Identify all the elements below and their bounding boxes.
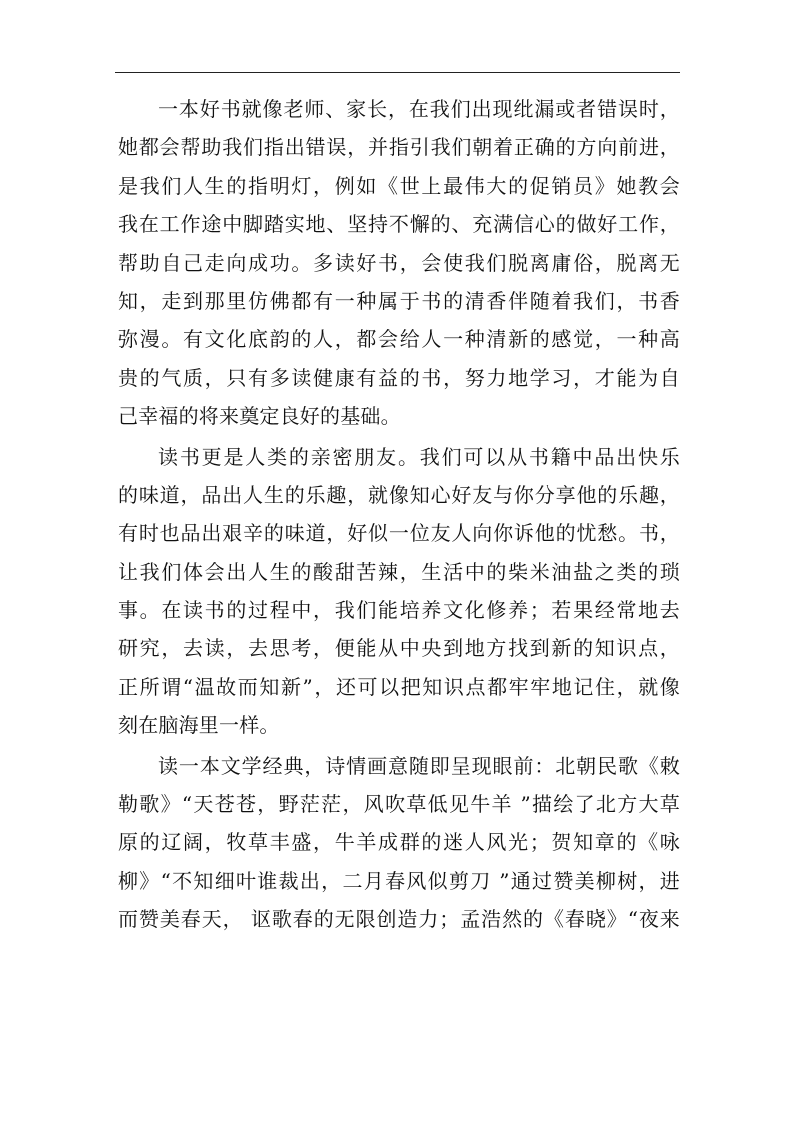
text-line: 她都会帮助我们指出错误，并指引我们朝着正确的方向前进，: [118, 135, 680, 160]
text-line: 事。在读书的过程中，我们能培养文化修养；若果经常地去: [118, 598, 680, 623]
text-line: 我在工作途中脚踏实地、坚持不懈的、充满信心的做好工作，: [118, 212, 680, 237]
text-line: 读一本文学经典，诗情画意随即呈现眼前：北朝民歌《敕: [158, 753, 680, 778]
text-line: 有时也品出艰辛的味道，好似一位友人向你诉他的忧愁。书，: [118, 521, 680, 546]
paragraph-1: [118, 90, 680, 436]
text-line: 帮助自己走向成功。多读好书，会使我们脱离庸俗，脱离无: [118, 250, 680, 275]
text-line: 正所谓“温故而知新”，还可以把知识点都牢牢地记住，就像: [118, 674, 680, 699]
text-line: 知，走到那里仿佛都有一种属于书的清香伴随着我们，书香: [118, 288, 680, 313]
text-line: 己幸福的将来奠定良好的基础。: [118, 404, 401, 429]
text-line: 贵的气质，只有多读健康有益的书，努力地学习，才能为自: [118, 365, 680, 390]
text-line: 让我们体会出人生的酸甜苦辣，生活中的柴米油盐之类的琐: [118, 559, 680, 584]
text-line: 勒歌》“天苍苍，野茫茫，风吹草低见牛羊 ”描绘了北方大草: [118, 792, 680, 817]
text-line: 而赞美春天， 讴歌春的无限创造力；孟浩然的《春晓》“夜来: [118, 907, 680, 932]
text-line: 读书更是人类的亲密朋友。我们可以从书籍中品出快乐: [158, 444, 680, 469]
paragraph-2: [118, 438, 680, 745]
text-line: 是我们人生的指明灯，例如《世上最伟大的促销员》她教会: [118, 173, 680, 198]
text-line: 柳》“不知细叶谁裁出，二月春风似剪刀 ”通过赞美柳树，进: [118, 868, 680, 893]
text-line: 刻在脑海里一样。: [118, 713, 280, 738]
header-rule: [115, 72, 680, 73]
text-line: 弥漫。有文化底韵的人，都会给人一种清新的感觉，一种高: [118, 327, 680, 352]
text-line: 一本好书就像老师、家长，在我们出现纰漏或者错误时，: [158, 97, 680, 121]
text-line: 的味道，品出人生的乐趣，就像知心好友与你分享他的乐趣，: [118, 482, 680, 507]
text-line: 研究，去读，去思考，便能从中央到地方找到新的知识点，: [118, 636, 680, 661]
paragraph-3: [118, 747, 680, 939]
text-line: 原的辽阔，牧草丰盛，牛羊成群的迷人风光；贺知章的《咏: [118, 830, 680, 855]
body-text: [118, 90, 680, 939]
